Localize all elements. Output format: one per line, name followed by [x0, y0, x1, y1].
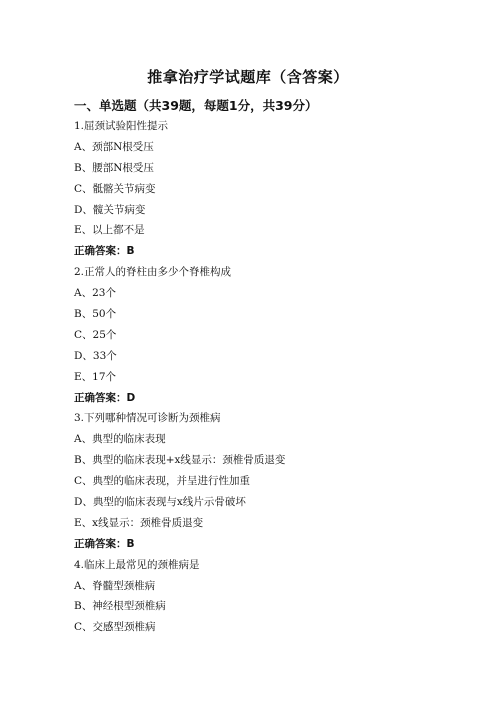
correct-answer: 正确答案：B: [74, 245, 135, 258]
answer-option: A、颈部N根受压: [74, 140, 154, 153]
question-stem: 3.下列哪种情况可诊断为颈椎病: [74, 412, 221, 425]
answer-option: B、50个: [74, 308, 117, 321]
answer-option: E、以上都不是: [74, 224, 145, 237]
answer-option: A、典型的临床表现: [74, 433, 166, 446]
answer-option: A、脊髓型颈椎病: [74, 579, 156, 592]
document-title: 推拿治疗学试题库（含答案）: [147, 68, 349, 86]
answer-option: B、典型的临床表现+x线显示：颈椎骨质退变: [74, 454, 286, 467]
answer-option: E、x线显示：颈椎骨质退变: [74, 516, 204, 529]
question-list: [74, 116, 474, 638]
correct-answer: 正确答案：B: [74, 537, 135, 550]
answer-option: B、神经根型颈椎病: [74, 600, 166, 613]
answer-option: C、骶髂关节病变: [74, 182, 156, 195]
question-stem: 4.临床上最常见的颈椎病是: [74, 558, 200, 571]
answer-option: A、23个: [74, 287, 116, 300]
question-stem: 1.屈颈试验阳性提示: [74, 120, 169, 132]
answer-option: D、33个: [74, 349, 117, 362]
question-block: [74, 555, 474, 639]
section-heading: 一、单选题（共39题，每题1分，共39分）: [74, 98, 318, 113]
correct-answer: 正确答案：D: [74, 391, 136, 404]
answer-option: D、髋关节病变: [74, 203, 146, 216]
answer-option: B、腰部N根受压: [74, 161, 154, 174]
question-block: [74, 408, 474, 554]
question-stem: 2.正常人的脊柱由多少个脊椎构成: [74, 266, 232, 279]
answer-option: C、25个: [74, 328, 117, 341]
answer-option: E、17个: [74, 370, 117, 383]
answer-option: C、交感型颈椎病: [74, 621, 156, 634]
question-block: [74, 116, 474, 262]
question-block: [74, 262, 474, 408]
answer-option: D、典型的临床表现与x线片示骨破坏: [74, 496, 246, 509]
answer-option: C、典型的临床表现，并呈进行性加重: [74, 475, 251, 488]
